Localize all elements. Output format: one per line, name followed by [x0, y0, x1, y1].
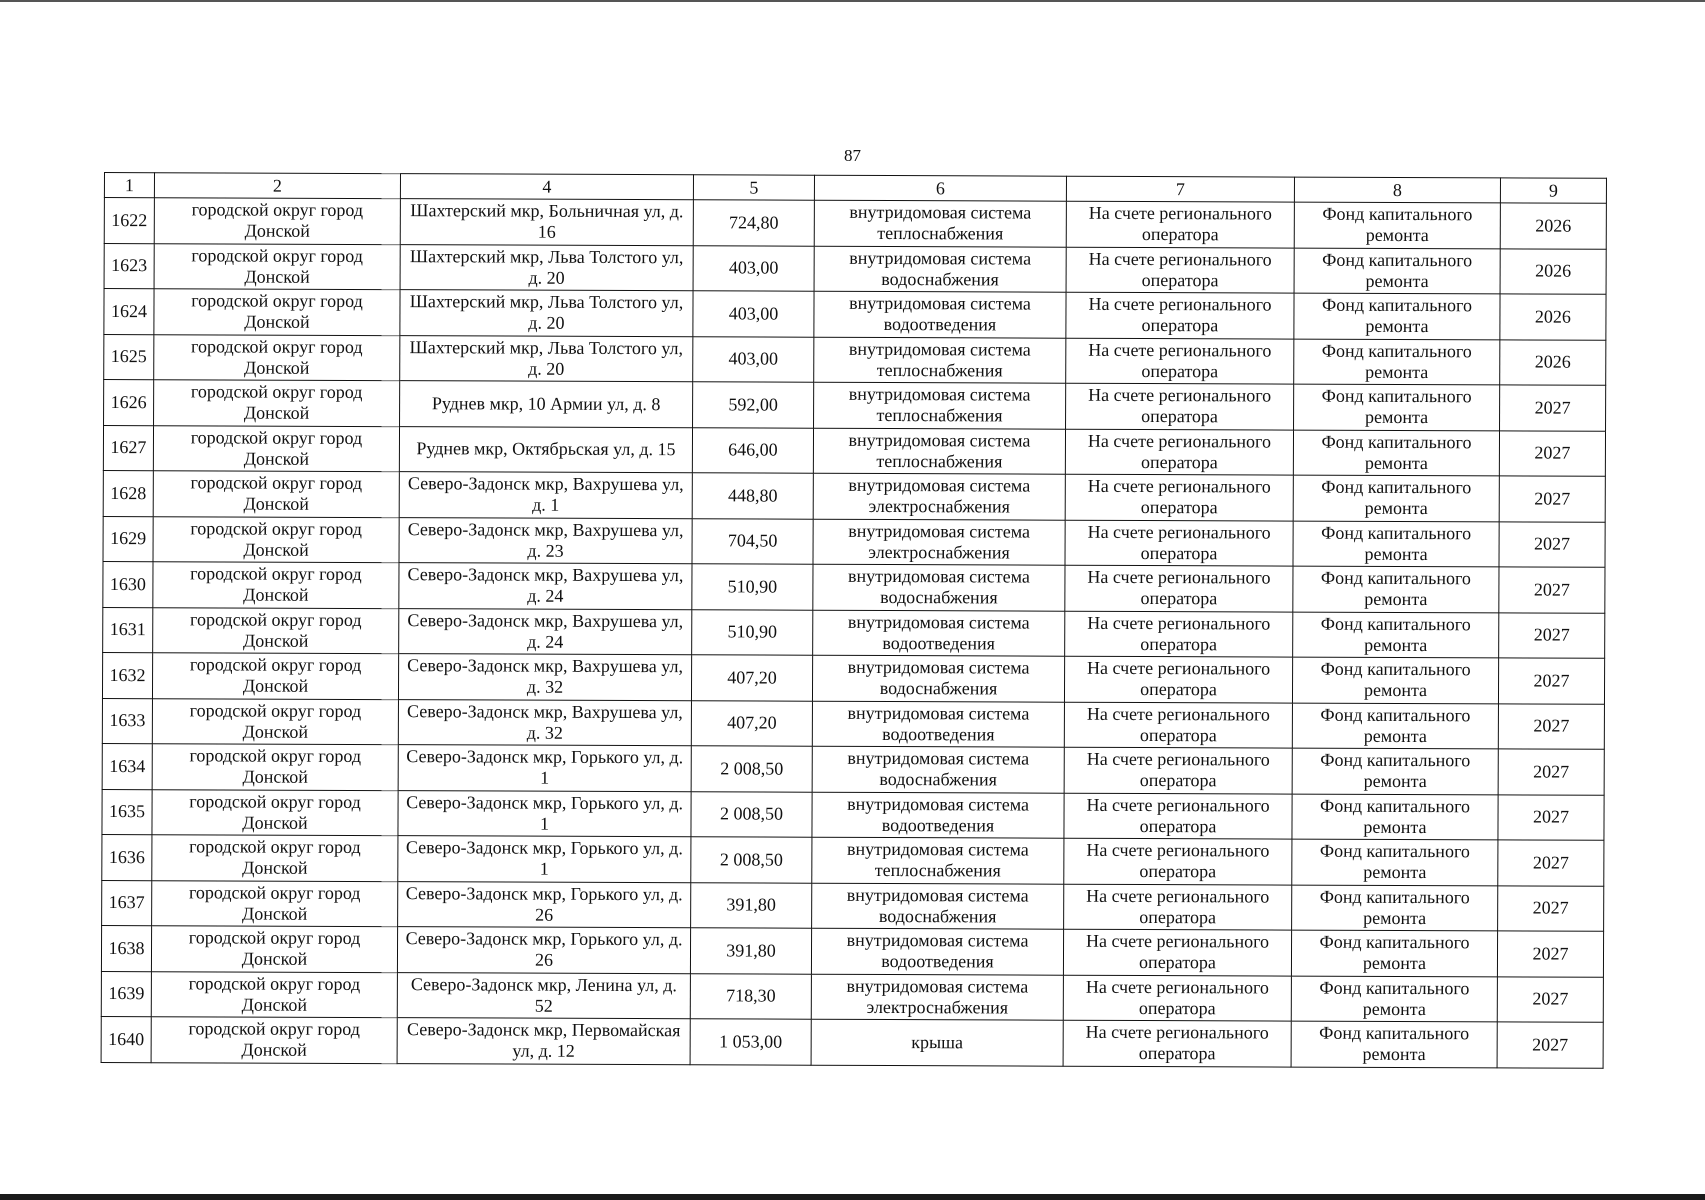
- system-cell: внутридомовая система теплоснабжения: [814, 337, 1066, 383]
- row-number-cell: 1630: [103, 561, 153, 607]
- address-cell: Руднев мкр, 10 Армии ул, д. 8: [400, 381, 693, 428]
- address-cell: Шахтерский мкр, Льва Толстого ул, д. 20: [400, 335, 693, 382]
- address-cell: Северо-Задонск мкр, Вахрушева ул, д. 32: [398, 699, 691, 746]
- table-body: [101, 198, 1606, 1068]
- year-cell: 2026: [1500, 294, 1606, 340]
- area-cell: 391,80: [691, 882, 812, 928]
- area-cell: 592,00: [693, 382, 814, 428]
- municipality-cell: городской округ город Донской: [154, 334, 400, 380]
- area-cell: 724,80: [693, 200, 814, 246]
- account-cell: На счете регионального оператора: [1063, 975, 1291, 1021]
- address-cell: Шахтерский мкр, Больничная ул, д. 16: [400, 199, 693, 246]
- funding-source-cell: Фонд капитального ремонта: [1292, 794, 1498, 840]
- year-cell: 2027: [1498, 658, 1604, 704]
- system-cell: внутридомовая система водоотведения: [812, 792, 1064, 838]
- system-cell: внутридомовая система теплоснабжения: [812, 837, 1064, 883]
- system-cell: внутридомовая система водоснабжения: [812, 883, 1064, 929]
- year-cell: 2027: [1497, 1022, 1603, 1068]
- table-row: [103, 425, 1605, 476]
- row-number-cell: 1640: [101, 1016, 151, 1062]
- table-row: [101, 1016, 1603, 1067]
- row-number-cell: 1636: [102, 834, 152, 880]
- account-cell: На счете регионального оператора: [1066, 247, 1294, 293]
- header-cell-col1: 1: [104, 173, 154, 198]
- header-cell-col5: 5: [693, 175, 814, 200]
- area-cell: 2 008,50: [691, 791, 812, 837]
- year-cell: 2027: [1498, 885, 1604, 931]
- table-row: [104, 380, 1606, 431]
- table-row: [103, 561, 1605, 612]
- row-number-cell: 1626: [104, 380, 154, 426]
- area-cell: 2 008,50: [691, 746, 812, 792]
- address-cell: Северо-Задонск мкр, Горького ул, д. 1: [398, 790, 691, 837]
- table-row: [101, 971, 1603, 1022]
- address-cell: Северо-Задонск мкр, Вахрушева ул, д. 1: [399, 472, 692, 519]
- area-cell: 510,90: [692, 609, 813, 655]
- year-cell: 2027: [1498, 840, 1604, 886]
- address-cell: Шахтерский мкр, Льва Толстого ул, д. 20: [400, 244, 693, 291]
- table-row: [101, 925, 1603, 976]
- account-cell: На счете регионального оператора: [1064, 656, 1292, 702]
- municipality-cell: городской округ город Донской: [153, 471, 399, 517]
- funding-source-cell: Фонд капитального ремонта: [1294, 384, 1500, 430]
- table-row: [102, 834, 1604, 885]
- account-cell: На счете регионального оператора: [1064, 838, 1292, 884]
- system-cell: крыша: [811, 1019, 1063, 1065]
- funding-source-cell: Фонд капитального ремонта: [1292, 657, 1498, 703]
- table-row: [102, 789, 1604, 840]
- account-cell: На счете регионального оператора: [1065, 429, 1293, 475]
- address-cell: Северо-Задонск мкр, Ленина ул, д. 52: [397, 972, 690, 1019]
- table-row: [102, 880, 1604, 931]
- funding-source-cell: Фонд капитального ремонта: [1291, 930, 1497, 976]
- table-row: [103, 516, 1605, 567]
- area-cell: 403,00: [693, 245, 814, 291]
- address-cell: Северо-Задонск мкр, Вахрушева ул, д. 32: [398, 654, 691, 701]
- row-number-cell: 1631: [103, 607, 153, 653]
- year-cell: 2027: [1499, 521, 1605, 567]
- system-cell: внутридомовая система водоснабжения: [812, 655, 1064, 701]
- scan-edge-top: [0, 0, 1705, 2]
- system-cell: внутридомовая система электроснабжения: [813, 473, 1065, 519]
- table-row: [104, 243, 1606, 294]
- municipality-cell: городской округ город Донской: [152, 744, 398, 790]
- funding-source-cell: Фонд капитального ремонта: [1292, 703, 1498, 749]
- municipality-cell: городской округ город Донской: [154, 380, 400, 426]
- funding-source-cell: Фонд капитального ремонта: [1294, 248, 1500, 294]
- area-cell: 448,80: [692, 473, 813, 519]
- system-cell: внутридомовая система теплоснабжения: [814, 200, 1066, 246]
- account-cell: На счете регионального оператора: [1066, 292, 1294, 338]
- area-cell: 704,50: [692, 518, 813, 564]
- municipality-cell: городской округ город Донской: [153, 607, 399, 653]
- system-cell: внутридомовая система электроснабжения: [813, 519, 1065, 565]
- funding-source-cell: Фонд капитального ремонта: [1293, 430, 1499, 476]
- address-cell: Руднев мкр, Октябрьская ул, д. 15: [399, 426, 692, 473]
- address-cell: Северо-Задонск мкр, Вахрушева ул, д. 23: [399, 517, 692, 564]
- year-cell: 2027: [1499, 476, 1605, 522]
- row-number-cell: 1625: [104, 334, 154, 380]
- header-cell-col9: 9: [1500, 178, 1606, 203]
- row-number-cell: 1627: [103, 425, 153, 471]
- system-cell: внутридомовая система теплоснабжения: [813, 428, 1065, 474]
- table-row: [104, 198, 1606, 249]
- account-cell: На счете регионального оператора: [1063, 929, 1291, 975]
- header-cell-col4: 4: [400, 174, 693, 200]
- municipality-cell: городской округ город Донской: [154, 198, 400, 244]
- municipality-cell: городской округ город Донской: [151, 971, 397, 1017]
- municipality-cell: городской округ город Донской: [151, 926, 397, 972]
- header-cell-col8: 8: [1294, 177, 1500, 203]
- funding-source-cell: Фонд капитального ремонта: [1293, 521, 1499, 567]
- address-cell: Северо-Задонск мкр, Первомайская ул, д. 12: [397, 1018, 690, 1065]
- year-cell: 2027: [1498, 794, 1604, 840]
- address-cell: Северо-Задонск мкр, Горького ул, д. 26: [398, 881, 691, 928]
- year-cell: 2026: [1500, 203, 1606, 249]
- account-cell: На счете регионального оператора: [1065, 611, 1293, 657]
- year-cell: 2027: [1498, 703, 1604, 749]
- year-cell: 2027: [1499, 612, 1605, 658]
- account-cell: На счете регионального оператора: [1065, 565, 1293, 611]
- system-cell: внутридомовая система водоотведения: [811, 928, 1063, 974]
- account-cell: На счете регионального оператора: [1064, 747, 1292, 793]
- table-row: [102, 698, 1604, 749]
- header-cell-col7: 7: [1066, 176, 1294, 202]
- funding-source-cell: Фонд капитального ремонта: [1294, 293, 1500, 339]
- table-row: [103, 607, 1605, 658]
- account-cell: На счете регионального оператора: [1064, 702, 1292, 748]
- municipality-cell: городской округ город Донской: [153, 516, 399, 562]
- account-cell: На счете регионального оператора: [1065, 520, 1293, 566]
- account-cell: На счете регионального оператора: [1064, 793, 1292, 839]
- funding-source-cell: Фонд капитального ремонта: [1292, 885, 1498, 931]
- system-cell: внутридомовая система водоснабжения: [814, 246, 1066, 292]
- address-cell: Северо-Задонск мкр, Вахрушева ул, д. 24: [399, 563, 692, 610]
- area-cell: 407,20: [691, 700, 812, 746]
- address-cell: Северо-Задонск мкр, Горького ул, д. 1: [398, 836, 691, 883]
- account-cell: На счете регионального оператора: [1066, 201, 1294, 247]
- municipality-cell: городской округ город Донской: [152, 835, 398, 881]
- table-row: [104, 289, 1606, 340]
- year-cell: 2027: [1499, 567, 1605, 613]
- municipality-cell: городской округ город Донской: [154, 289, 400, 335]
- account-cell: На счете регионального оператора: [1066, 338, 1294, 384]
- system-cell: внутридомовая система водоснабжения: [812, 746, 1064, 792]
- row-number-cell: 1624: [104, 289, 154, 335]
- row-number-cell: 1639: [101, 971, 151, 1017]
- year-cell: 2027: [1499, 430, 1605, 476]
- address-cell: Северо-Задонск мкр, Вахрушева ул, д. 24: [399, 608, 692, 655]
- repair-schedule-table: [101, 172, 1607, 1068]
- table-row: [103, 470, 1605, 521]
- address-cell: Северо-Задонск мкр, Горького ул, д. 26: [397, 927, 690, 974]
- area-cell: 718,30: [690, 973, 811, 1019]
- row-number-cell: 1633: [102, 698, 152, 744]
- funding-source-cell: Фонд капитального ремонта: [1293, 475, 1499, 521]
- system-cell: внутридомовая система водоснабжения: [813, 564, 1065, 610]
- funding-source-cell: Фонд капитального ремонта: [1292, 748, 1498, 794]
- area-cell: 391,80: [690, 928, 811, 974]
- system-cell: внутридомовая система водоотведения: [814, 291, 1066, 337]
- municipality-cell: городской округ город Донской: [153, 425, 399, 471]
- funding-source-cell: Фонд капитального ремонта: [1291, 1021, 1497, 1067]
- year-cell: 2026: [1500, 248, 1606, 294]
- row-number-cell: 1634: [102, 743, 152, 789]
- account-cell: На счете регионального оператора: [1065, 474, 1293, 520]
- table-row: [102, 652, 1604, 703]
- year-cell: 2027: [1498, 749, 1604, 795]
- account-cell: На счете регионального оператора: [1064, 884, 1292, 930]
- area-cell: 403,00: [693, 336, 814, 382]
- funding-source-cell: Фонд капитального ремонта: [1293, 566, 1499, 612]
- table-row: [104, 334, 1606, 385]
- municipality-cell: городской округ город Донской: [154, 243, 400, 289]
- area-cell: 510,90: [692, 564, 813, 610]
- system-cell: внутридомовая система водоотведения: [813, 610, 1065, 656]
- municipality-cell: городской округ город Донской: [152, 653, 398, 699]
- municipality-cell: городской округ город Донской: [152, 789, 398, 835]
- account-cell: На счете регионального оператора: [1066, 383, 1294, 429]
- system-cell: внутридомовая система электроснабжения: [811, 974, 1063, 1020]
- address-cell: Шахтерский мкр, Льва Толстого ул, д. 20: [400, 290, 693, 337]
- funding-source-cell: Фонд капитального ремонта: [1291, 976, 1497, 1022]
- municipality-cell: городской округ город Донской: [153, 562, 399, 608]
- area-cell: 2 008,50: [691, 837, 812, 883]
- row-number-cell: 1632: [102, 652, 152, 698]
- system-cell: внутридомовая система теплоснабжения: [814, 382, 1066, 428]
- scan-edge-bottom: [0, 1194, 1705, 1200]
- system-cell: внутридомовая система водоотведения: [812, 701, 1064, 747]
- area-cell: 403,00: [693, 291, 814, 337]
- row-number-cell: 1623: [104, 243, 154, 289]
- row-number-cell: 1628: [103, 470, 153, 516]
- year-cell: 2027: [1497, 931, 1603, 977]
- row-number-cell: 1629: [103, 516, 153, 562]
- funding-source-cell: Фонд капитального ремонта: [1293, 612, 1499, 658]
- year-cell: 2026: [1500, 339, 1606, 385]
- funding-source-cell: Фонд капитального ремонта: [1294, 339, 1500, 385]
- account-cell: На счете регионального оператора: [1063, 1020, 1291, 1066]
- area-cell: 646,00: [692, 427, 813, 473]
- area-cell: 407,20: [691, 655, 812, 701]
- row-number-cell: 1638: [101, 925, 151, 971]
- area-cell: 1 053,00: [690, 1019, 811, 1065]
- row-number-cell: 1622: [104, 198, 154, 244]
- municipality-cell: городской округ город Донской: [152, 698, 398, 744]
- row-number-cell: 1637: [102, 880, 152, 926]
- header-cell-col2: 2: [154, 173, 400, 199]
- year-cell: 2027: [1497, 976, 1603, 1022]
- address-cell: Северо-Задонск мкр, Горького ул, д. 1: [398, 745, 691, 792]
- row-number-cell: 1635: [102, 789, 152, 835]
- municipality-cell: городской округ город Донской: [152, 880, 398, 926]
- funding-source-cell: Фонд капитального ремонта: [1294, 202, 1500, 248]
- table-row: [102, 743, 1604, 794]
- page-number: 87: [844, 146, 861, 165]
- funding-source-cell: Фонд капитального ремонта: [1292, 839, 1498, 885]
- header-cell-col6: 6: [814, 175, 1066, 201]
- municipality-cell: городской округ город Донской: [151, 1017, 397, 1063]
- year-cell: 2027: [1500, 385, 1606, 431]
